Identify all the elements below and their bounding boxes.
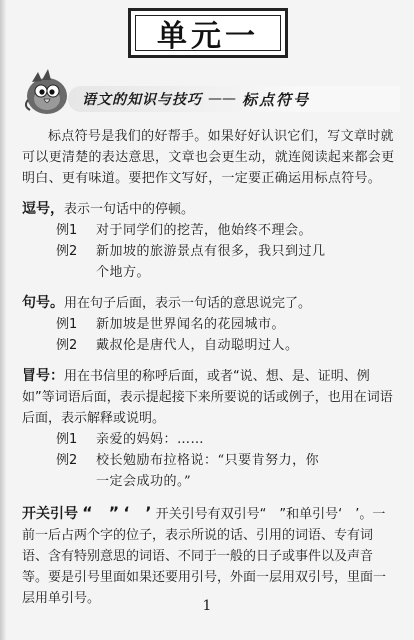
example-row	[56, 241, 398, 262]
example-text-continued: 个地方。	[96, 265, 151, 280]
example-text-continued: 一定会成功的。”	[96, 474, 192, 489]
example-row	[56, 471, 398, 492]
entry-quotes	[22, 502, 398, 609]
term-mark: ，	[50, 201, 64, 217]
example-text: 校长勉励布拉格说：“只要肯努力，你	[96, 453, 320, 468]
term-name: 开关引号	[22, 506, 78, 522]
entry-period	[22, 293, 398, 356]
example-row	[56, 314, 398, 335]
term-description: 用在书信里的称呼后面，或者“说、想、是、证明、例如”等词语后面，表示提起接下来所要说的话或例子，也用在词语后面，表示解释或说明。	[22, 369, 393, 426]
example-row	[56, 450, 398, 471]
example-row	[56, 220, 398, 241]
unit-title-plaque	[128, 8, 288, 58]
example-text: 新加坡是世界闻名的花园城市。	[96, 317, 286, 332]
example-row	[56, 262, 398, 283]
example-label: 例1	[56, 432, 78, 447]
example-label: 例2	[56, 244, 78, 259]
section-topic: 标点符号	[242, 90, 311, 109]
example-text: 戴叔伦是唐代人，自动聪明过人。	[96, 338, 299, 353]
term-description: 用在句子后面，表示一句话的意思说完了。	[64, 296, 312, 311]
example-label: 例2	[56, 453, 78, 468]
section-header	[68, 86, 400, 112]
intro-paragraph: 标点符号是我们的好帮手。如果好好认识它们，写文章时就可以更清楚的表达意思，文章也会更生动，就连阅读起来都会更明白、更有味道。要把作文写好，一定要正确运用标点符号。	[22, 129, 395, 186]
term-description: 开关引号有双引号“ ”和单引号‘ ’。一前一后占两个字的位子，表示所说的话、引用的词语、专有词语、含有特别意思的词语、不同于一般的日子或事件以及声音等。要是引号里面如果还要用引号，外面一层用双引号，里面一层用单引号。	[22, 507, 387, 606]
section-dash: ——	[208, 91, 236, 107]
page-number: 1	[202, 598, 212, 614]
term-name: 冒号	[22, 368, 50, 384]
term-mark: ：	[50, 368, 64, 384]
example-text: 亲爱的妈妈：……	[96, 432, 205, 447]
unit-title: 单元一	[157, 19, 259, 54]
term-description: 表示一句话中的停顿。	[64, 202, 195, 217]
example-label: 例1	[56, 223, 78, 238]
example-label: 例1	[56, 317, 78, 332]
bird-mascot-icon	[20, 66, 72, 118]
example-text: 新加坡的旅游景点有很多，我只到过几	[96, 244, 326, 259]
entry-colon	[22, 366, 398, 492]
example-text: 对于同学们的挖苦，他始终不理会。	[96, 223, 313, 238]
section-label: 语文的知识与技巧	[82, 92, 202, 108]
example-row	[56, 335, 398, 356]
double-quote-marks: “ ”	[82, 503, 120, 522]
example-row	[56, 429, 398, 450]
entry-comma	[22, 199, 398, 283]
main-content	[22, 126, 398, 609]
page-edge	[0, 0, 6, 640]
single-quote-marks: ‘ ’	[123, 503, 152, 522]
example-label: 例2	[56, 338, 78, 353]
term-name: 逗号	[22, 201, 50, 217]
term-mark: 。	[50, 295, 64, 311]
term-name: 句号	[22, 295, 50, 311]
